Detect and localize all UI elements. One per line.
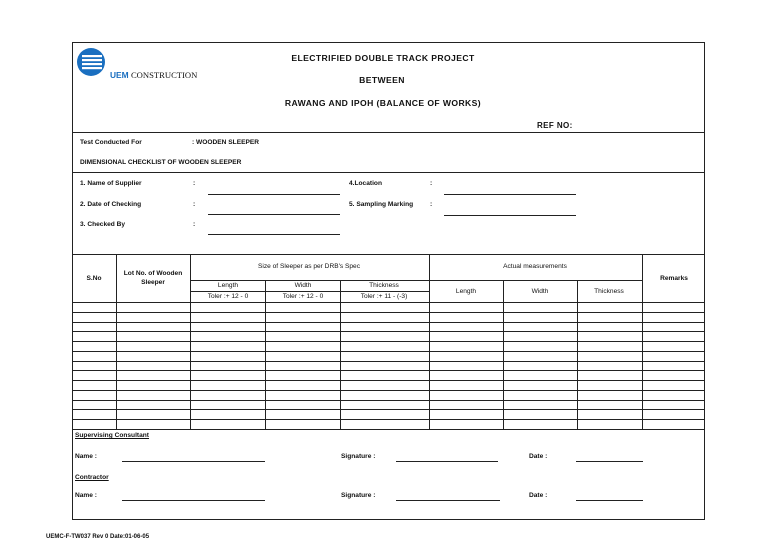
title-line3: RAWANG AND IPOH (BALANCE OF WORKS)	[284, 98, 482, 108]
checklist-title: DIMENSIONAL CHECKLIST OF WOODEN SLEEPER	[80, 159, 242, 166]
date-checking-label: 2. Date of Checking	[80, 201, 142, 208]
supplier-label: 1. Name of Supplier	[80, 180, 142, 187]
test-conducted-value: : WOODEN SLEEPER	[192, 139, 260, 146]
contractor-name-field[interactable]	[122, 500, 265, 501]
contractor-signature-field[interactable]	[396, 500, 500, 501]
table-row	[72, 341, 705, 342]
table-row	[72, 322, 705, 323]
logo-text-construction: CONSTRUCTION	[130, 70, 198, 80]
contractor-date-label: Date :	[529, 492, 548, 499]
consultant-name-label: Name :	[75, 453, 97, 460]
col-lot-line1: Lot No. of Wooden	[123, 270, 183, 277]
table-row	[72, 380, 705, 381]
uem-logo	[76, 47, 106, 77]
table-row	[72, 331, 705, 332]
table-header-bottom	[72, 302, 705, 303]
col-actual-group: Actual measurements	[503, 263, 567, 270]
consultant-date-field[interactable]	[576, 461, 643, 462]
col-width: Width	[294, 282, 312, 289]
sampling-label: 5. Sampling Marking	[349, 201, 414, 208]
col-div-4	[340, 280, 341, 429]
consultant-name-field[interactable]	[122, 461, 265, 462]
test-conducted-label: Test Conducted For	[80, 139, 142, 146]
location-colon: :	[430, 180, 433, 187]
table-row	[72, 351, 705, 352]
table-tolerance-top	[190, 291, 429, 292]
col-div-3	[265, 280, 266, 429]
supplier-colon: :	[193, 180, 196, 187]
consultant-signature-label: Signature :	[341, 453, 376, 460]
contractor-date-field[interactable]	[576, 500, 643, 501]
location-field[interactable]	[444, 194, 576, 195]
logo-text	[110, 70, 197, 80]
col-size-group: Size of Sleeper as per DRB's Spec	[257, 263, 361, 270]
col-tol-length: Toler :+ 12 - 0	[207, 293, 249, 300]
checked-by-colon: :	[193, 221, 196, 228]
date-checking-field[interactable]	[208, 214, 340, 215]
header-divider	[72, 132, 705, 133]
table-subheader-top	[190, 280, 642, 281]
form-reference-footer: UEMC-F-TW037 Rev 0 Date:01-06-05	[46, 534, 150, 540]
table-row	[72, 429, 705, 430]
contractor-name-label: Name :	[75, 492, 97, 499]
title-line2: BETWEEN	[359, 75, 405, 85]
col-act-thickness: Thickness	[594, 288, 624, 295]
consultant-signature-field[interactable]	[396, 461, 498, 462]
title-line1: ELECTRIFIED DOUBLE TRACK PROJECT	[291, 53, 475, 63]
consultant-date-label: Date :	[529, 453, 548, 460]
table-row	[72, 400, 705, 401]
sampling-colon: :	[430, 201, 433, 208]
test-divider	[72, 172, 705, 173]
table-row	[72, 370, 705, 371]
location-label: 4.Location	[349, 180, 382, 187]
sampling-field[interactable]	[444, 215, 576, 216]
col-thickness: Thickness	[369, 282, 399, 289]
table-row	[72, 361, 705, 362]
table-row	[72, 390, 705, 391]
supervising-consultant-heading: Supervising Consultant	[75, 432, 150, 439]
table-row	[72, 312, 705, 313]
col-div-6	[503, 280, 504, 429]
contractor-signature-label: Signature :	[341, 492, 376, 499]
contractor-heading: Contractor	[75, 474, 109, 481]
col-tol-thickness: Toler :+ 11 - (-3)	[360, 293, 408, 300]
checked-by-label: 3. Checked By	[80, 221, 126, 228]
table-row	[72, 419, 705, 420]
form-frame	[72, 42, 705, 520]
logo-text-bold: UEM	[110, 70, 129, 80]
col-div-7	[577, 280, 578, 429]
ref-no-label: REF NO:	[537, 121, 573, 130]
table-row	[72, 409, 705, 410]
col-lot-line2: Sleeper	[141, 279, 165, 286]
col-sno: S.No	[86, 275, 102, 282]
table-top	[72, 254, 705, 255]
col-act-width: Width	[531, 288, 549, 295]
supplier-field[interactable]	[208, 194, 340, 195]
date-checking-colon: :	[193, 201, 196, 208]
checked-by-field[interactable]	[208, 234, 340, 235]
col-remarks: Remarks	[660, 275, 688, 282]
col-length: Length	[217, 282, 239, 289]
col-tol-width: Toler :+ 12 - 0	[282, 293, 324, 300]
col-act-length: Length	[455, 288, 477, 295]
